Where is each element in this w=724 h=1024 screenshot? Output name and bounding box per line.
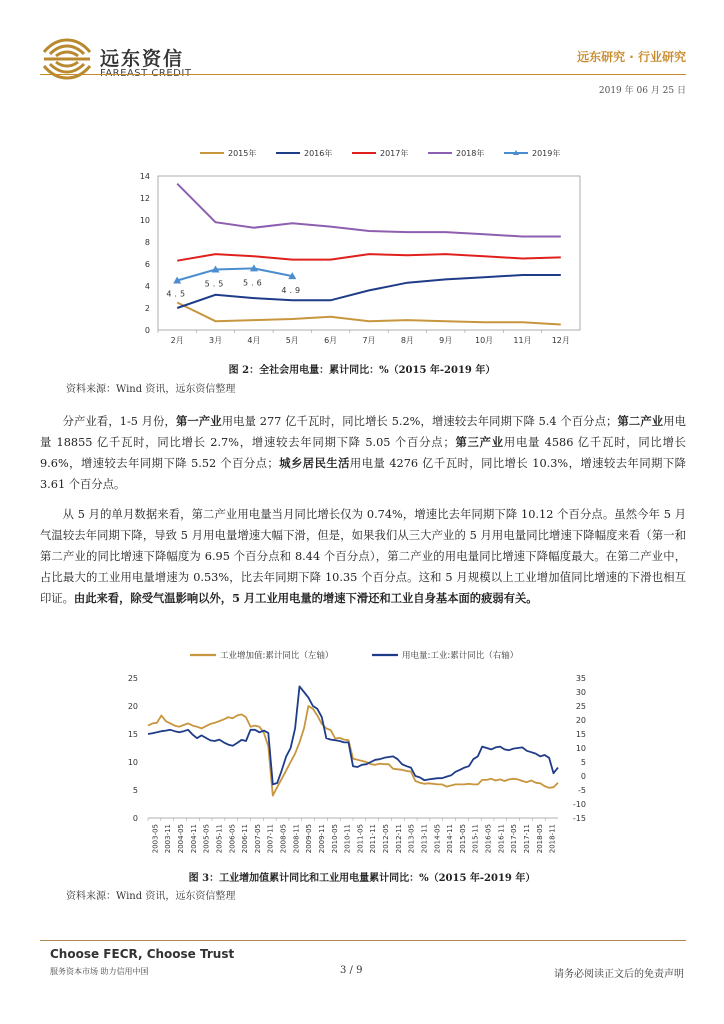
- chart1-y-tick-label: 8: [144, 238, 150, 247]
- p1-text-3: 用电量 18855 亿千瓦时，同比增长 2.7%，增速较去年同期下降 5.05 个百分点；: [40, 415, 686, 449]
- chart1-y-tick-label: 6: [144, 260, 150, 269]
- chart1-x-tick-label: 7月: [362, 336, 376, 345]
- chart2-x-tick-label: 2017-11: [522, 824, 531, 854]
- chart2-x-tick-label: 2008-05: [279, 824, 288, 854]
- chart2-x-tick-label: 2013-11: [420, 824, 429, 854]
- footer-slogan: Choose FECR, Choose Trust: [50, 947, 235, 961]
- chart1-x-tick-label: 2月: [170, 336, 184, 345]
- chart1-y-tick-label: 4: [144, 282, 150, 291]
- p1-text-2: 用电量 277 亿千瓦时，同比增长 5.2%，增速较去年同期下降 5.4 个百分点；: [221, 415, 618, 428]
- chart2-x-tick-label: 2018-11: [548, 824, 557, 854]
- chart2-left-tick-label: 5: [132, 786, 138, 795]
- chart1-y-tick-label: 0: [144, 326, 150, 335]
- chart1-legend-label: 2016年: [304, 149, 333, 158]
- p2-text-1: 从 5 月的单月数据来看，第二产业用电量当月同比增长仅为 0.74%，增速比去年同期下降 10.12 个百分点。虽然今年 5 月气温较去年同期下降，导致 5 月用电量增速大幅下滑，但是，如果我们从三大产业的 5 月用电量同比增速下降幅度来看（第一和第二产业的同比增速下降幅度为 6.95 个百分点和 8.44 个百分点），第二产业的用电量同比增速下降幅度最大。在第二产业中，占比最大的工业用电量增速为 0.53%，比去年同期下降 10.35 个百分点。这和 5 月规模以上工业增加值同比增速的下滑也相互印证。: [40, 508, 686, 605]
- chart2-series-line-right: [148, 686, 558, 784]
- chart1-series-line-2017年: [177, 254, 561, 261]
- chart1-x-tick-label: 11月: [513, 336, 532, 345]
- chart2-x-tick-label: 2004-05: [177, 824, 186, 854]
- chart1-x-tick-label: 4月: [247, 336, 261, 345]
- p1-bold-secondary: 第二产业: [617, 414, 664, 428]
- p1-bold-primary: 第一产业: [176, 414, 222, 428]
- chart1-x-tick-label: 3月: [208, 336, 223, 345]
- chart2-left-tick-label: 20: [127, 702, 138, 711]
- chart1-y-tick-label: 2: [144, 304, 150, 313]
- chart2-x-tick-label: 2014-11: [446, 824, 455, 854]
- chart1-series-line-2018年: [177, 184, 561, 237]
- chart1-y-tick-label: 14: [139, 172, 150, 181]
- chart1-x-tick-label: 6月: [324, 336, 338, 345]
- chart2-x-tick-label: 2006-11: [241, 824, 250, 854]
- chart2-right-tick-label: 35: [575, 674, 586, 683]
- chart2-x-tick-label: 2009-11: [317, 824, 326, 854]
- report-type: 远东研究 · 行业研究: [577, 50, 686, 64]
- footer-divider: [40, 940, 686, 941]
- chart2-right-tick-label: 0: [580, 772, 586, 781]
- figure-2-caption: 图 2：全社会用电量：累计同比：%（2015 年-2019 年）: [228, 365, 496, 376]
- chart1-data-label: 4.9: [281, 286, 304, 296]
- company-name-cn: 远东资信: [100, 48, 185, 70]
- chart2-right-tick-label: -5: [578, 786, 586, 795]
- page-number: 3 / 9: [340, 965, 363, 976]
- chart2-legend-label: 用电量:工业:累计同比（右轴）: [402, 651, 519, 661]
- chart2-right-tick-label: 10: [575, 744, 586, 753]
- chart1-legend-label: 2017年: [380, 149, 409, 158]
- p2-bold-conclusion: 由此来看，除受气温影响以外，5 月工业用电量的增速下滑还和工业自身基本面的疲弱有关。: [73, 591, 538, 605]
- p1-text-4: 用电量 4586 亿千瓦时，同比增长 9.6%，增速较去年同期下降 5.52 个百分点；: [40, 436, 686, 470]
- chart2-x-tick-label: 2007-05: [253, 824, 262, 854]
- figure-2-source: 资料来源：Wind 资讯，远东资信整理: [66, 384, 236, 395]
- chart2-right-tick-label: 20: [575, 716, 586, 725]
- chart2-x-tick-label: 2017-05: [510, 824, 519, 854]
- chart2-left-tick-label: 0: [132, 814, 138, 823]
- figure-3-caption: 图 3：工业增加值累计同比和工业用电量累计同比：%（2015 年-2019 年）: [188, 873, 536, 884]
- page-header: [0, 0, 724, 100]
- chart-electricity-consumption: [120, 140, 590, 355]
- chart2-x-tick-label: 2009-05: [305, 824, 314, 854]
- chart2-x-tick-label: 2012-05: [382, 824, 391, 854]
- chart2-legend-label: 工业增加值:累计同比（左轴）: [220, 651, 334, 661]
- paragraph-sector-consumption: [40, 411, 686, 495]
- chart1-x-tick-label: 9月: [439, 336, 453, 345]
- chart1-data-label: 4.5: [166, 289, 189, 299]
- chart2-x-tick-label: 2015-05: [458, 824, 467, 854]
- chart1-x-tick-label: 5月: [285, 336, 299, 345]
- chart1-x-tick-label: 10月: [474, 336, 494, 345]
- chart2-left-tick-label: 10: [127, 758, 138, 767]
- chart1-series-line-2016年: [177, 275, 561, 308]
- chart2-x-tick-label: 2011-11: [369, 824, 378, 854]
- header-divider: [40, 74, 686, 75]
- chart2-series-line-left: [148, 706, 558, 796]
- chart1-legend-label: 2019年: [532, 149, 561, 158]
- report-date: 2019 年 06 月 25 日: [598, 86, 686, 96]
- chart2-x-tick-label: 2008-11: [292, 824, 301, 854]
- paragraph-may-monthly: [40, 504, 686, 609]
- chart2-x-tick-label: 2006-05: [228, 824, 237, 854]
- chart1-plot-frame: [158, 176, 580, 330]
- chart2-right-tick-label: -10: [572, 800, 586, 809]
- disclaimer-note: 请务必阅读正文后的免责声明: [554, 969, 684, 980]
- chart2-right-tick-label: 25: [575, 702, 586, 711]
- chart1-legend-label: 2018年: [456, 149, 485, 158]
- chart2-left-tick-label: 25: [127, 674, 138, 683]
- chart2-x-tick-label: 2003-11: [164, 824, 173, 854]
- chart2-x-tick-label: 2016-05: [484, 824, 493, 854]
- chart2-left-tick-label: 15: [127, 730, 138, 739]
- chart2-x-tick-label: 2010-05: [330, 824, 339, 854]
- chart2-x-tick-label: 2016-11: [497, 824, 506, 854]
- chart2-x-tick-label: 2003-05: [151, 824, 160, 854]
- chart1-series-line-2015年: [177, 303, 561, 325]
- chart2-x-tick-label: 2010-11: [343, 824, 352, 854]
- chart2-right-tick-label: 30: [575, 688, 586, 697]
- chart2-x-tick-label: 2014-05: [433, 824, 442, 854]
- chart2-x-tick-label: 2011-05: [356, 824, 365, 854]
- p1-bold-residential: 城乡居民生活: [278, 456, 350, 470]
- chart1-y-tick-label: 10: [139, 216, 150, 225]
- chart2-x-tick-label: 2005-11: [215, 824, 224, 854]
- chart1-x-tick-label: 8月: [400, 336, 414, 345]
- chart1-series-line-2019年: [177, 268, 292, 280]
- p1-bold-tertiary: 第三产业: [454, 435, 504, 449]
- chart2-right-tick-label: -15: [572, 814, 586, 823]
- chart2-x-tick-label: 2007-11: [266, 824, 275, 854]
- p1-text-1: 分产业看，1-5 月份，: [62, 415, 176, 428]
- chart-industrial-value-vs-power: [118, 643, 593, 865]
- chart2-right-tick-label: 15: [575, 730, 586, 739]
- chart2-x-tick-label: 2013-05: [407, 824, 416, 854]
- chart2-x-tick-label: 2018-05: [535, 824, 544, 854]
- chart1-x-tick-label: 12月: [551, 336, 570, 345]
- chart2-x-tick-label: 2012-11: [394, 824, 403, 854]
- figure-3-source: 资料来源：Wind 资讯，远东资信整理: [66, 891, 236, 902]
- chart2-x-tick-label: 2015-11: [471, 824, 480, 854]
- chart1-data-label: 5.6: [243, 278, 265, 288]
- chart1-y-tick-label: 12: [139, 194, 150, 203]
- chart1-data-label: 5.5: [204, 279, 227, 289]
- chart2-x-tick-label: 2004-11: [189, 824, 198, 854]
- p1-text-5: 用电量 4276 亿千瓦时，同比增长 10.3%，增速较去年同期下降 3.61 个百分点。: [40, 457, 686, 491]
- footer-slogan-cn: 服务资本市场 助力信用中国: [50, 967, 149, 976]
- chart2-x-tick-label: 2005-05: [202, 824, 211, 854]
- chart1-legend-label: 2015年: [228, 149, 257, 158]
- chart2-right-tick-label: 5: [580, 758, 586, 767]
